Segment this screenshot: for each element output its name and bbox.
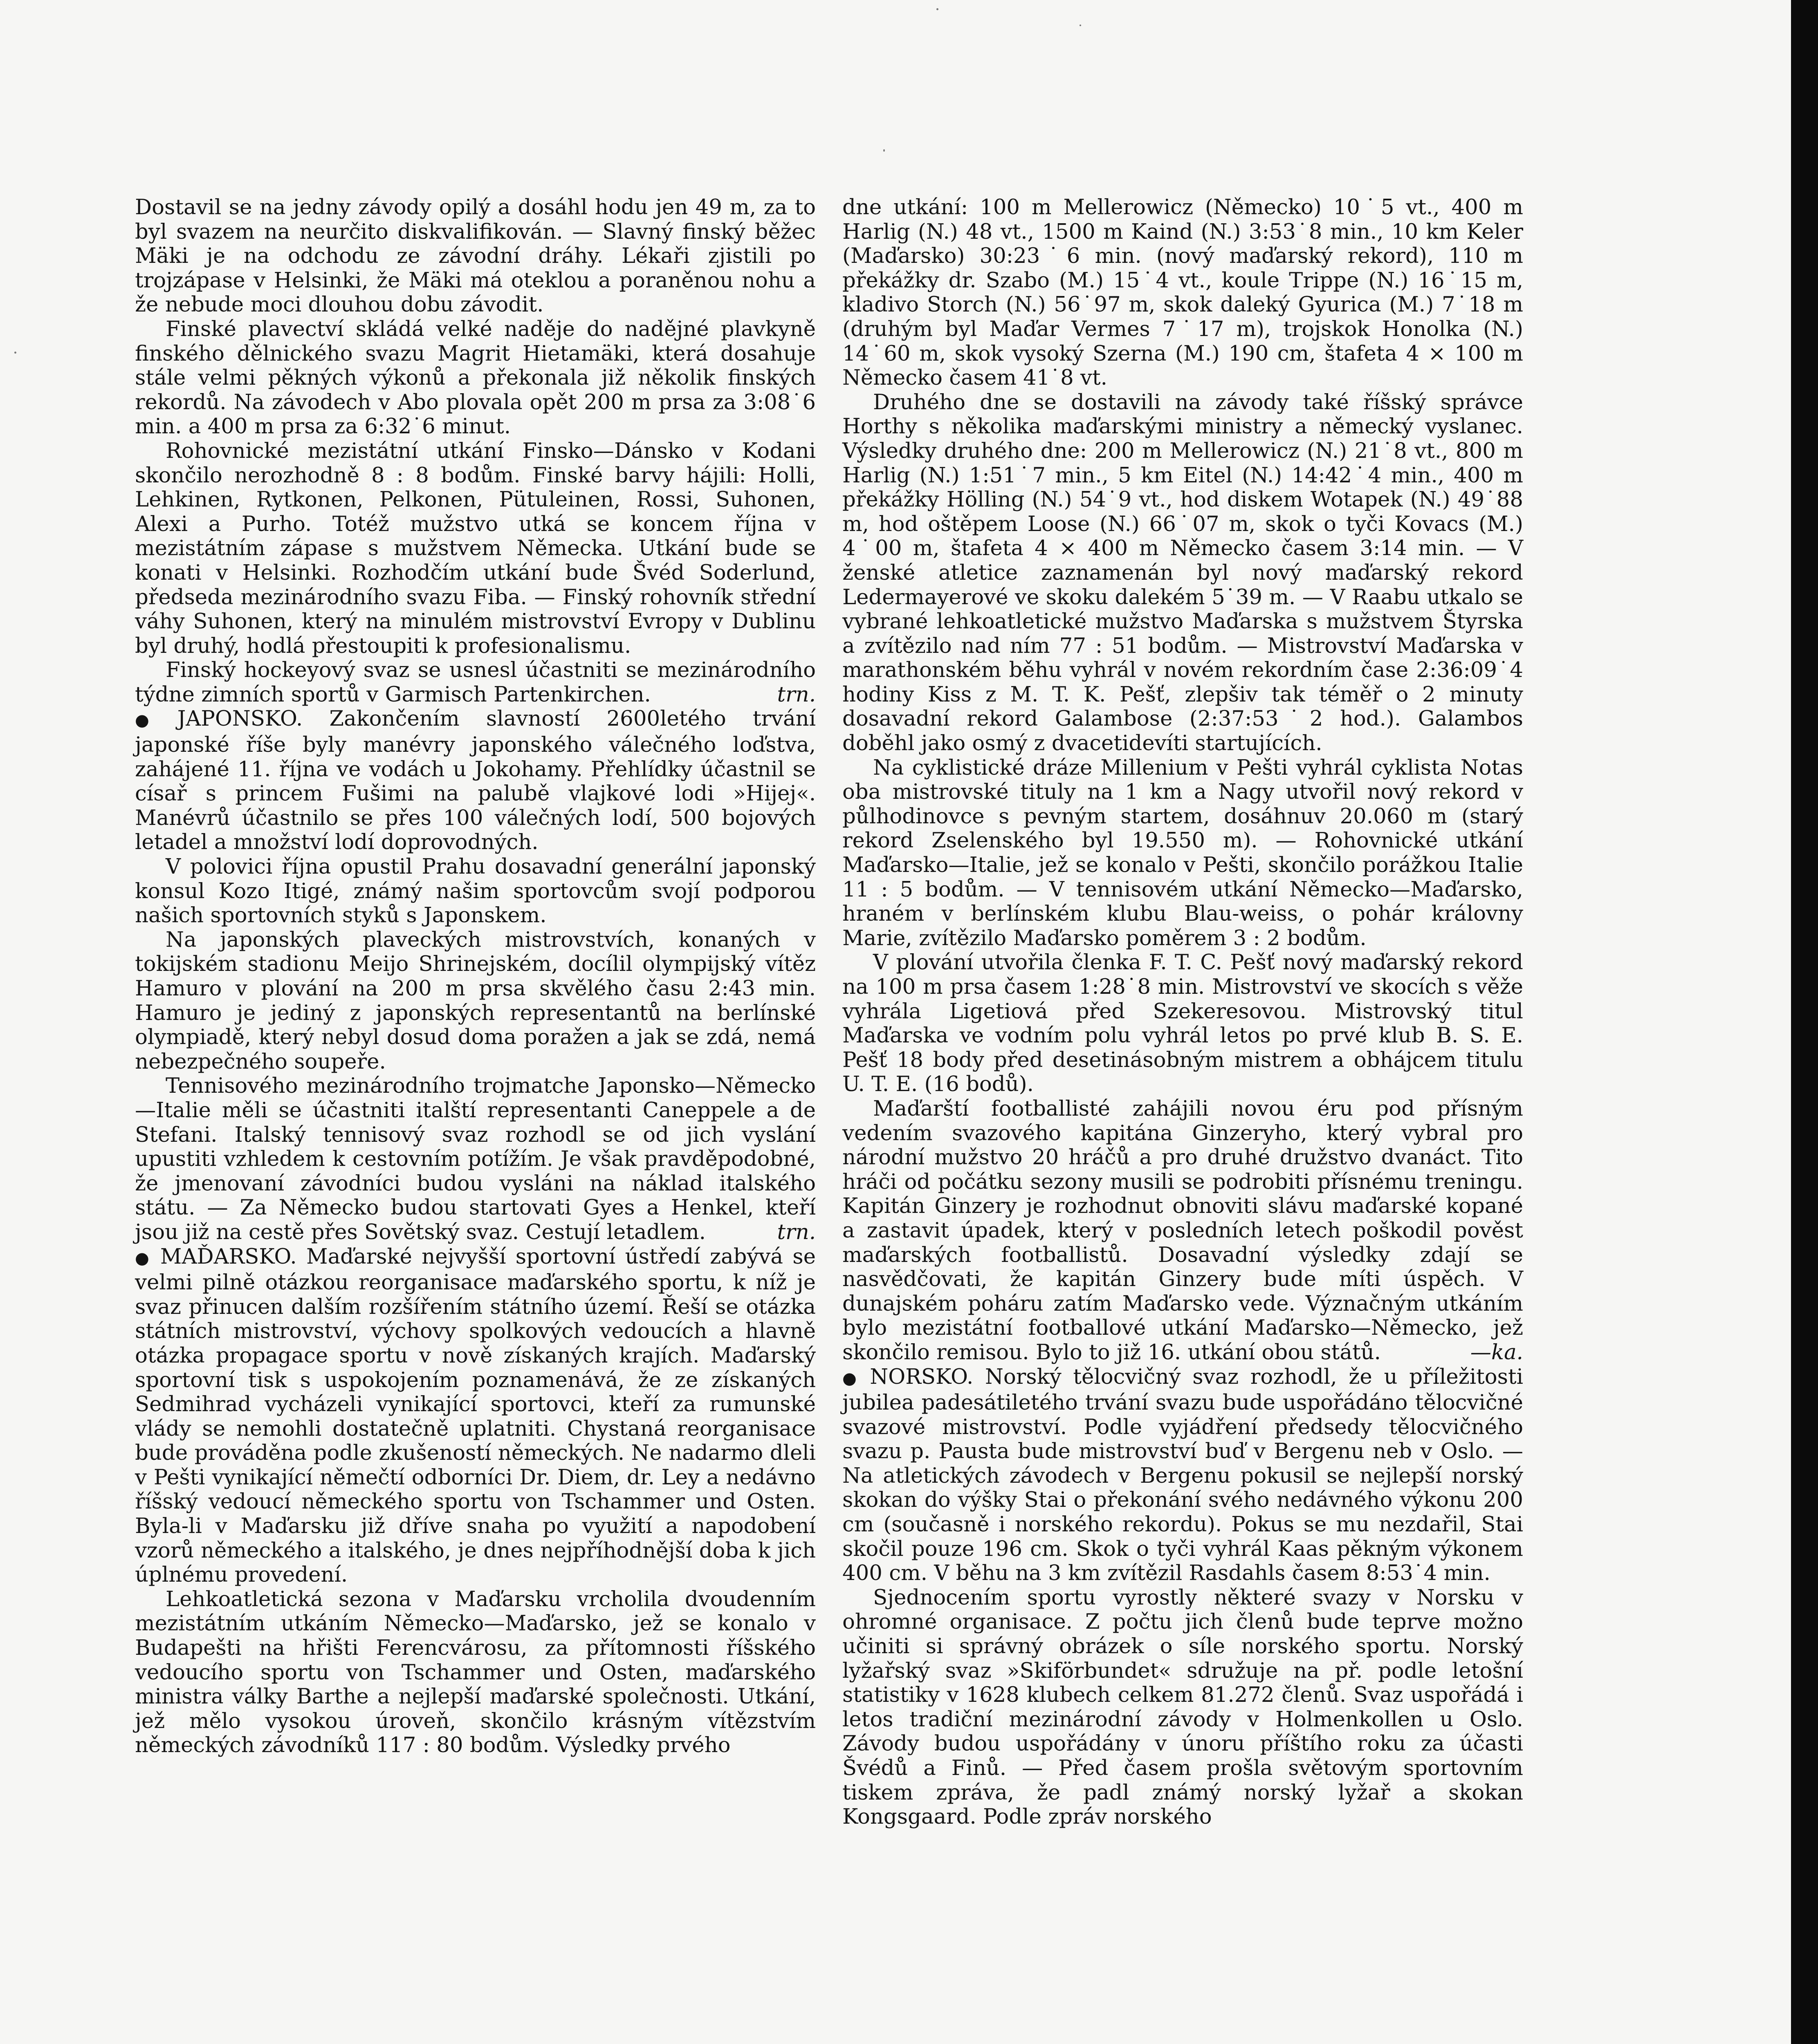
- paragraph-text: V polovici října opustil Prahu dosavadní generální japonský konsul Kozo Itigé, známý našim sportovcům svojí podporou našich sportovních styků s Japonskem.: [135, 854, 816, 928]
- section-bullet-icon: ●: [135, 711, 169, 730]
- paragraph: [135, 1587, 816, 1758]
- paragraph: [842, 756, 1523, 951]
- paragraph: [135, 658, 816, 707]
- scan-speck: [936, 8, 938, 10]
- paragraph: [842, 390, 1523, 756]
- paragraph-text: Lehkoatletická sezona v Maďarsku vrcholila dvoudenním mezistátním utkáním Německo—Maďarsko, jež se konalo v Budapešti na hřišti Ferencvárosu, za přítomnosti říšského vedoucího sportu von Tschammer und Osten, maďarského ministra války Barthe a nejlepší maďarské společnosti. Utkání, jež mělo vysokou úroveň, skončilo krásným vítězstvím německých závodníků 117 : 80 bodům. Výsledky prvého: [135, 1587, 816, 1758]
- paragraph: [135, 855, 816, 928]
- paragraph: [842, 1097, 1523, 1365]
- paragraph-text: Na cyklistické dráze Millenium v Pešti vyhrál cyklista Notas oba mistrovské tituly na 1 km a Nagy utvořil nový rekord v půlhodinovce s pevným startem, dosáhnuv 20.060 m (starý rekord Zselenského byl 19.550 m). — Rohovnické utkání Maďarsko—Italie, jež se konalo v Pešti, skončilo porážkou Italie 11 : 5 bodům. — V tennisovém utkání Německo—Maďarsko, hraném v berlínském klubu Blau-weiss, o pohár královny Marie, zvítězilo Maďarsko poměrem 3 : 2 bodům.: [842, 755, 1523, 950]
- author-signature: trn.: [777, 682, 816, 707]
- paragraph: [842, 1586, 1523, 1829]
- paragraph-text: Norský tělocvičný svaz rozhodl, že u příležitosti jubilea padesátiletého trvání svazu bude uspořádáno tělocvičné svazové mistrovství. Podle vyjádření předsedy tělocvičného svazu p. Pausta bude mistrovství buď v Bergenu neb v Oslo. — Na atletických závodech v Bergenu pokusil se nejlepší norský skokan do výšky Stai o překonání svého nedávného výkonu 200 cm (současně i norského rekordu). Pokus se mu nezdařil, Stai skočil pouze 196 cm. Skok o tyči vyhrál Kaas pěkným výkonem 400 cm. V běhu na 3 km zvítězil Rasdahls časem 8:53˙4 min.: [842, 1364, 1524, 1586]
- section-heading: MAĎARSKO.: [160, 1244, 297, 1269]
- paragraph-text: Maďarští footballisté zahájili novou éru pod přísným vedením svazového kapitána Ginzeryho, který vybral pro národní mužstvo 20 hráčů a pro druhé družstvo dvanáct. Tito hráči od počátku sezony musili se podrobiti přísnému treningu. Kapitán Ginzery je rozhodnut obnoviti slávu maďarské kopané a zastavit úpadek, který v posledních letech poškodil pověst maďarských footballistů. Dosavadní výsledky zdají se nasvědčovati, že kapitán Ginzery bude míti úspěch. V dunajském poháru zatím Maďarsko vede. Význačným utkáním bylo mezistátní footballové utkání Maďarsko—Německo, jež skončilo remisou. Bylo to již 16. utkání obou států.: [842, 1096, 1523, 1365]
- paragraph-text: Sjednocením sportu vyrostly některé svazy v Norsku v ohromné organisace. Z počtu jich členů bude teprve možno učiniti si správný obrázek o síle norského sportu. Norský lyžařský svaz »Skiförbundet« sdružuje na př. podle letošní statistiky v 1628 klubech celkem 81.272 členů. Svaz uspořádá i letos tradiční mezinárodní závody v Holmenkollen u Oslo. Závody budou uspořádány v únoru příštího roku za účasti Švédů a Finů. — Před časem prošla světovým sportovním tiskem zpráva, že padl známý norský lyžař a skokan Kongsgaard. Podle zpráv norského: [842, 1585, 1523, 1829]
- paragraph: [135, 1074, 816, 1244]
- paragraph-text: Zakončením slavností 2600letého trvání japonské říše byly manévry japonského válečného loďstva, zahájené 11. října ve vodách u Jokohamy. Přehlídky účastnil se císař s princem Fušimi na palubě vlajkové lodi »Hijej«. Manévrů účastnilo se přes 100 válečných lodí, 500 bojových letadel a množství lodí doprovodných.: [135, 706, 816, 855]
- paragraph-text: V plování utvořila členka F. T. C. Pešť nový maďarský rekord na 100 m prsa časem 1:28˙8 min. Mistrovství ve skocích s věže vyhrála Ligetiová před Szekeresovou. Mistrovský titul Maďarska ve vodním polu vyhrál letos po prvé klub B. S. E. Pešť 18 body před desetinásobným mistrem a obhájcem titulu U. T. E. (16 bodů).: [842, 950, 1523, 1097]
- scan-speck: [1080, 25, 1081, 26]
- scan-speck: [883, 149, 885, 152]
- left-column: [135, 195, 816, 1758]
- paragraph-text: Na japonských plaveckých mistrovstvích, konaných v tokijském stadionu Meijo Shrinejském, docílil olympijský vítěz Hamuro v plování na 200 m prsa skvělého času 2:43 min. Hamuro je jediný z japonských representantů na berlínské olympiadě, který nebyl dosud doma poražen a jak se zdá, nemá nebezpečného soupeře.: [135, 927, 816, 1074]
- paragraph-text: Rohovnické mezistátní utkání Finsko—Dánsko v Kodani skončilo nerozhodně 8 : 8 bodům. Finské barvy hájili: Holli, Lehkinen, Rytkonen, Pelkonen, Pütuleinen, Rossi, Suhonen, Alexi a Purho. Totéž mužstvo utká se koncem října v mezistátním zápase s mužstvem Německa. Utkání bude se konati v Helsinki. Rozhodčím utkání bude Švéd Soderlund, předseda mezinárodního svazu Fiba. — Finský rohovník střední váhy Suhonen, který na minulém mistrovství Evropy v Dublinu byl druhý, hodlá přestoupiti k profesionalismu.: [135, 438, 816, 658]
- paragraph: [135, 928, 816, 1074]
- paragraph: [842, 195, 1523, 390]
- paragraph-text: Dostavil se na jedny závody opilý a dosáhl hodu jen 49 m, za to byl svazem na neurčito diskvalifikován. — Slavný finský běžec Mäki je na odchodu ze závodní dráhy. Lékaři zjistili po trojzápase v Helsinki, že Mäki má oteklou a poraněnou nohu a že nebude moci dlouhou dobu závodit.: [135, 195, 816, 317]
- section-paragraph: [135, 707, 816, 855]
- paragraph-text: Finské plavectví skládá velké naděje do nadějné plavkyně finského dělnického svazu Magrit Hietamäki, která dosahuje stále velmi pěkných výkonů a překonala již několik finských rekordů. Na závodech v Abo plovala opět 200 m prsa za 3:08˙6 min. a 400 m prsa za 6:32˙6 minut.: [135, 316, 816, 439]
- section-heading: JAPONSKO.: [177, 706, 303, 731]
- right-column: [842, 195, 1523, 1829]
- paragraph-text: Tennisového mezinárodního trojmatche Japonsko—Německo—Italie měli se účastniti italští representanti Caneppele a de Stefani. Italský tennisový svaz rozhodl se od jich vyslání upustiti vzhledem k cestovním potížím. Je však pravděpodobné, že jmenovaní závodníci budou vysláni na náklad italského státu. — Za Německo budou startovati Gyes a Henkel, kteří jsou již na cestě přes Sovětský svaz. Cestují letadlem.: [135, 1074, 816, 1244]
- paragraph-text: Druhého dne se dostavili na závody také říšský správce Horthy s několika maďarskými ministry a německý vyslanec. Výsledky druhého dne: 200 m Mellerowicz (N.) 21˙8 vt., 800 m Harlig (N.) 1:51˙7 min., 5 km Eitel (N.) 14:42˙4 min., 400 m překážky Hölling (N.) 54˙9 vt., hod diskem Wotapek (N.) 49˙88 m, hod oštěpem Loose (N.) 66˙07 m, skok o tyči Kovacs (M.) 4˙00 m, štafeta 4 × 400 m Německo časem 3:14 min. — V ženské atletice zaznamenán byl nový maďarský rekord Ledermayerové ve skoku dalekém 5˙39 m. — V Raabu utkalo se vybrané lehkoatletické mužstvo Maďarska s mužstvem Štyrska a zvítězilo nad ním 77 : 51 bodům. — Mistrovství Maďarska v marathonském běhu vyhrál v novém rekordním čase 2:36:09˙4 hodiny Kiss z M. T. K. Pešť, zlepšiv tak téměř o 2 minuty dosavadní rekord Galambose (2:37:53˙2 hod.). Galambos doběhl jako osmý z dvacetidevíti startujících.: [842, 390, 1523, 756]
- paragraph: [135, 195, 816, 317]
- author-signature: trn.: [777, 1219, 816, 1244]
- paragraph-text: dne utkání: 100 m Mellerowicz (Německo) 10˙5 vt., 400 m Harlig (N.) 48 vt., 1500 m Kaind (N.) 3:53˙8 min., 10 km Keler (Maďarsko) 30:23˙6 min. (nový maďarský rekord), 110 m překážky dr. Szabo (M.) 15˙4 vt., koule Trippe (N.) 16˙15 m, kladivo Storch (N.) 56˙97 m, skok daleký Gyurica (M.) 7˙18 m (druhým byl Maďar Vermes 7˙17 m), trojskok Honolka (N.) 14˙60 m, skok vysoký Szerna (M.) 190 cm, štafeta 4 × 100 m Německo časem 41˙8 vt.: [842, 195, 1523, 390]
- paragraph: [135, 317, 816, 439]
- paragraph: [135, 439, 816, 658]
- paragraph-text: Finský hockeyový svaz se usnesl účastniti se mezinárodního týdne zimních sportů v Garmisch Partenkirchen.: [135, 658, 816, 707]
- section-bullet-icon: ●: [135, 1248, 152, 1268]
- paragraph-text: Maďarské nejvyšší sportovní ústředí zabývá se velmi pilně otázkou reorganisace maďarského sportu, k níž je svaz přinucen dalším rozšířením státního území. Řeší se otázka státních mistrovství, výchovy spolkových vedoucích a hlavně otázka propagace sportu v nově získaných krajích. Maďarský sportovní tisk s uspokojením poznamenává, že ze získaných Sedmihrad vycházeli vynikající sportovci, kteří za rumunské vlády se nemohli dostatečně uplatniti. Chystaná reorganisace bude prováděna podle zkušeností německých. Ne nadarmo dleli v Pešti vynikající němečtí odborníci Dr. Diem, dr. Ley a nedávno říšský vedoucí německého sportu von Tschammer und Osten. Byla-li v Maďarsku již dříve snaha po využití a napodobení vzorů německého a italského, je dnes nejpříhodnější doba k jich úplnému provedení.: [135, 1244, 816, 1587]
- section-bullet-icon: ●: [842, 1369, 862, 1388]
- paragraph: [842, 950, 1523, 1097]
- scan-speck: [14, 352, 16, 354]
- section-paragraph: [135, 1245, 816, 1587]
- author-signature: —ka.: [1470, 1340, 1523, 1365]
- section-paragraph: [842, 1365, 1523, 1586]
- section-heading: NORSKO.: [870, 1364, 974, 1389]
